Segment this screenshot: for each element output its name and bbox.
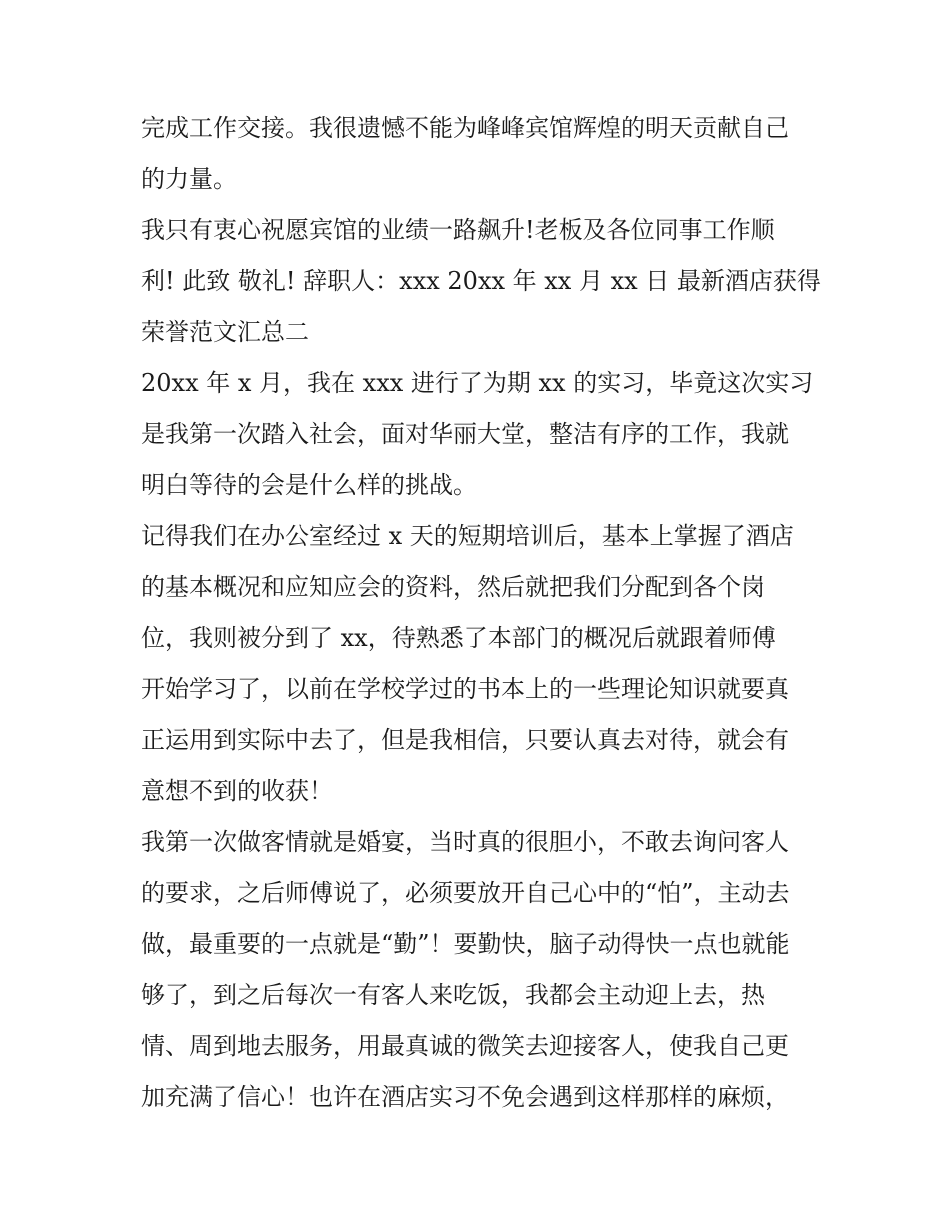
text-line: 利! 此致 敬礼! 辞职人：xxx 20xx 年 xx 月 xx 日 最新酒店获得 bbox=[141, 267, 821, 295]
text-line: 记得我们在办公室经过 x 天的短期培训后，基本上掌握了酒店 bbox=[141, 522, 794, 550]
text-line: 我只有衷心祝愿宾馆的业绩一路飙升!老板及各位同事工作顺 bbox=[141, 216, 775, 244]
text-line: 位，我则被分到了 xx，待熟悉了本部门的概况后就跟着师傅 bbox=[141, 624, 776, 652]
text-line: 情、周到地去服务，用最真诚的微笑去迎接客人，使我自己更 bbox=[141, 1032, 789, 1060]
text-line: 的力量。 bbox=[141, 165, 237, 193]
text-line: 20xx 年 x 月，我在 xxx 进行了为期 xx 的实习，毕竟这次实习 bbox=[141, 369, 814, 397]
text-line: 的基本概况和应知应会的资料，然后就把我们分配到各个岗 bbox=[141, 573, 765, 601]
text-line: 荣誉范文汇总二 bbox=[141, 318, 309, 346]
text-line: 我第一次做客情就是婚宴，当时真的很胆小，不敢去询问客人 bbox=[141, 828, 789, 856]
text-line: 做，最重要的一点就是“勤”！要勤快，脑子动得快一点也就能 bbox=[141, 930, 790, 958]
text-line: 的要求，之后师傅说了，必须要放开自己心中的“怕”，主动去 bbox=[141, 879, 790, 907]
text-line: 完成工作交接。我很遗憾不能为峰峰宾馆辉煌的明天贡献自己 bbox=[141, 114, 789, 142]
text-line: 够了，到之后每次一有客人来吃饭，我都会主动迎上去，热 bbox=[141, 981, 765, 1009]
text-line: 加充满了信心！也许在酒店实习不免会遇到这样那样的麻烦， bbox=[141, 1083, 789, 1111]
text-line: 开始学习了，以前在学校学过的书本上的一些理论知识就要真 bbox=[141, 675, 789, 703]
text-line: 正运用到实际中去了，但是我相信，只要认真去对待，就会有 bbox=[141, 726, 789, 754]
text-line: 明白等待的会是什么样的挑战。 bbox=[141, 471, 477, 499]
text-line: 是我第一次踏入社会，面对华丽大堂，整洁有序的工作，我就 bbox=[141, 420, 789, 448]
text-line: 意想不到的收获！ bbox=[141, 777, 333, 805]
